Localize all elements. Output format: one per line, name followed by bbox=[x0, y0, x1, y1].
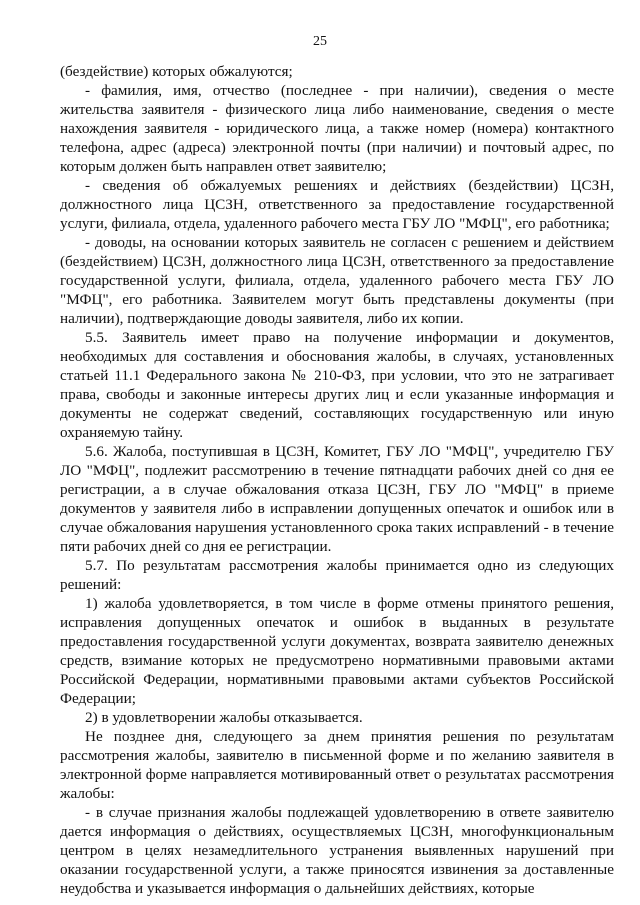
paragraph: - фамилия, имя, отчество (последнее - при наличии), сведения о месте жительства заявителя - физического лица либо наименование, сведения о месте нахождения заявителя - юридического лица, а также номер (номера) контактного телефона, адрес (адреса) электронной почты (при наличии) и почтовый адрес, по которым должен быть направлен ответ заявителю; bbox=[60, 82, 614, 175]
paragraph: 5.7. По результатам рассмотрения жалобы принимается одно из следующих решений: bbox=[60, 557, 614, 593]
paragraph: - доводы, на основании которых заявитель не согласен с решением и действием (бездействием) ЦСЗН, должностного лица ЦСЗН, ответственного за предоставление государственной услуги, филиала, отдела, удаленного рабочего места ГБУ ЛО "МФЦ", его работника. Заявителем могут быть представлены документы (при наличии), подтверждающие доводы заявителя, либо их копии. bbox=[60, 234, 614, 327]
page-number: 25 bbox=[313, 34, 327, 49]
paragraph: Не позднее дня, следующего за днем принятия решения по результатам рассмотрения жалобы, заявителю в письменной форме и по желанию заявителя в электронной форме направляется мотивированный ответ о результатах рассмотрения жалобы: bbox=[60, 728, 614, 802]
paragraph: 1) жалоба удовлетворяется, в том числе в форме отмены принятого решения, исправления допущенных опечаток и ошибок в выданных в результате предоставления государственной услуги документах, возврата заявителю денежных средств, взимание которых не предусмотрено нормативными правовыми актами Российской Федерации, нормативными правовыми актами субъектов Российской Федерации; bbox=[60, 595, 614, 707]
paragraph: - сведения об обжалуемых решениях и действиях (бездействии) ЦСЗН, должностного лица ЦСЗН, ответственного за предоставление государственной услуги, филиала, отдела, удаленного рабочего места ГБУ ЛО "МФЦ", его работника; bbox=[60, 177, 614, 232]
paragraph: 5.6. Жалоба, поступившая в ЦСЗН, Комитет, ГБУ ЛО "МФЦ", учредителю ГБУ ЛО "МФЦ", подлежит рассмотрению в течение пятнадцати рабочих дней со дня ее регистрации, а в случае обжалования отказа ЦСЗН, ГБУ ЛО "МФЦ" в приеме документов у заявителя либо в исправлении допущенных опечаток и ошибок или в случае обжалования нарушения установленного срока таких исправлений - в течение пяти рабочих дней со дня ее регистрации. bbox=[60, 443, 614, 555]
paragraph: 5.5. Заявитель имеет право на получение информации и документов, необходимых для составления и обоснования жалобы, в случаях, установленных статьей 11.1 Федерального закона № 210-ФЗ, при условии, что это не затрагивает права, свободы и законные интересы других лиц и если указанные информация и документы не содержат сведений, составляющих государственную или иную охраняемую тайну. bbox=[60, 329, 614, 441]
paragraph: 2) в удовлетворении жалобы отказывается. bbox=[85, 709, 363, 726]
document-body bbox=[60, 62, 614, 898]
paragraph: (бездействие) которых обжалуются; bbox=[60, 63, 293, 80]
paragraph: - в случае признания жалобы подлежащей удовлетворению в ответе заявителю дается информация о действиях, осуществляемых ЦСЗН, многофункциональным центром в целях незамедлительного устранения выявленных нарушений при оказании государственной услуги, а также приносятся извинения за доставленные неудобства и указывается информация о дальнейших действиях, которые bbox=[60, 804, 614, 897]
